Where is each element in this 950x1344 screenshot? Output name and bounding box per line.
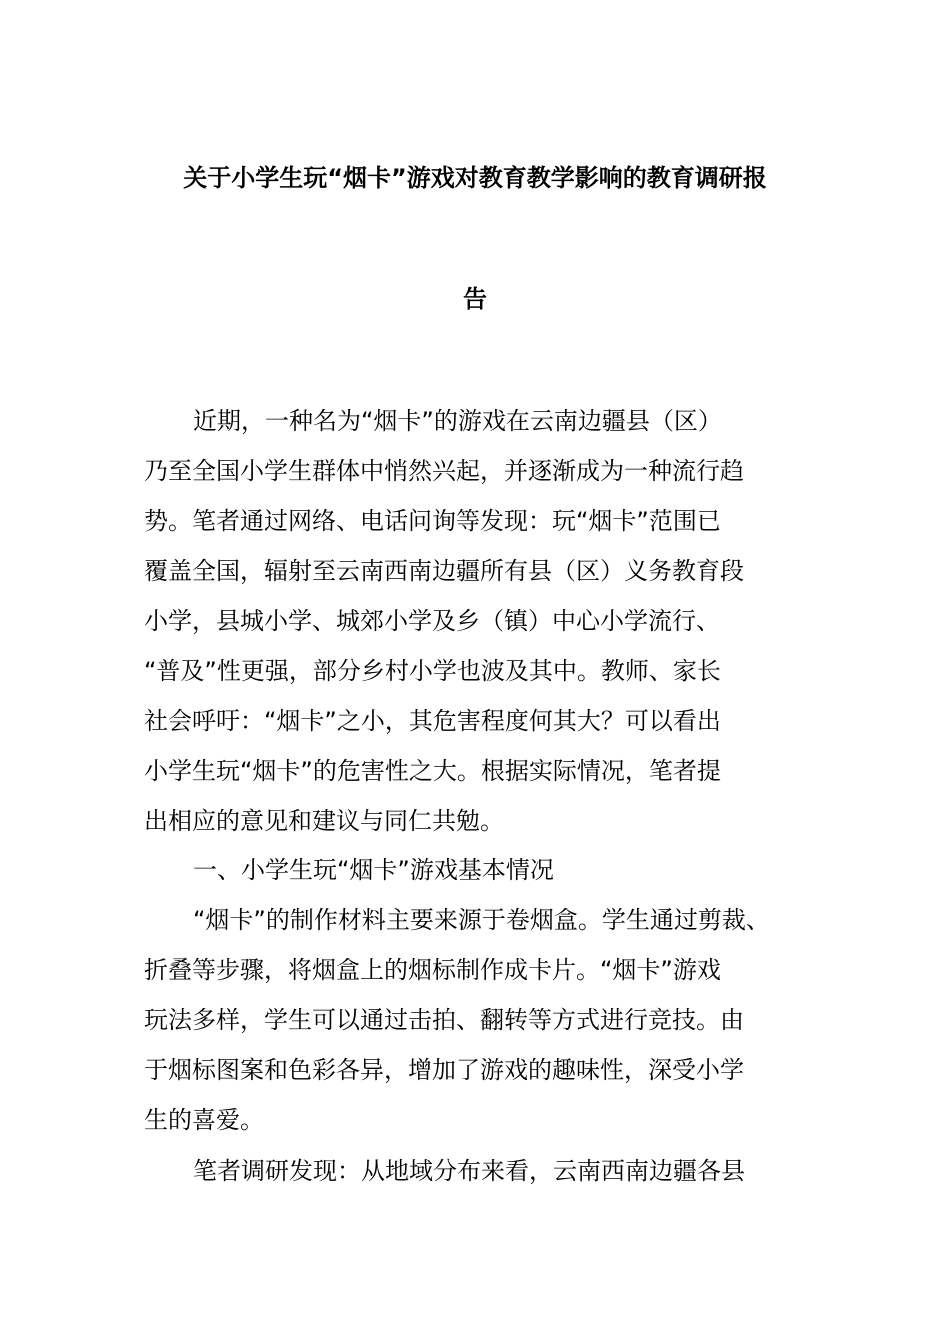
section-heading: 一、小学生玩“烟卡”游戏基本情况 — [193, 856, 554, 884]
paragraph-line: “烟卡”的制作材料主要来源于卷烟盒。学生通过剪裁、 — [193, 906, 770, 934]
paragraph-line: 覆盖全国，辐射至云南西南边疆所有县（区）义务教育段 — [144, 557, 744, 585]
paragraph-line: 社会呼吁：“烟卡”之小，其危害程度何其大？可以看出 — [144, 707, 721, 735]
paragraph-line: “普及”性更强，部分乡村小学也波及其中。教师、家长 — [144, 657, 721, 685]
paragraph-line: 小学生玩“烟卡”的危害性之大。根据实际情况，笔者提 — [144, 757, 721, 785]
paragraph-line: 出相应的意见和建议与同仁共勉。 — [144, 807, 504, 835]
paragraph-line: 笔者调研发现：从地域分布来看，云南西南边疆各县 — [193, 1157, 745, 1185]
paragraph-line: 近期，一种名为“烟卡”的游戏在云南边疆县（区） — [193, 407, 722, 435]
paragraph-line: 玩法多样，学生可以通过击拍、翻转等方式进行竞技。由 — [144, 1006, 744, 1034]
paragraph-line: 乃至全国小学生群体中悄然兴起，并逐渐成为一种流行趋 — [144, 457, 744, 485]
document-title-line-2: 告 — [463, 285, 487, 313]
paragraph-line: 折叠等步骤，将烟盒上的烟标制作成卡片。“烟卡”游戏 — [144, 956, 721, 984]
paragraph-line: 于烟标图案和色彩各异，增加了游戏的趣味性，深受小学 — [144, 1056, 744, 1084]
paragraph-line: 势。笔者通过网络、电话问询等发现：玩“烟卡”范围已 — [144, 507, 721, 535]
paragraph-line: 生的喜爱。 — [144, 1106, 264, 1134]
paragraph-line: 小学，县城小学、城郊小学及乡（镇）中心小学流行、 — [144, 607, 720, 635]
document-title-line-1: 关于小学生玩“烟卡”游戏对教育教学影响的教育调研报 — [183, 164, 767, 192]
